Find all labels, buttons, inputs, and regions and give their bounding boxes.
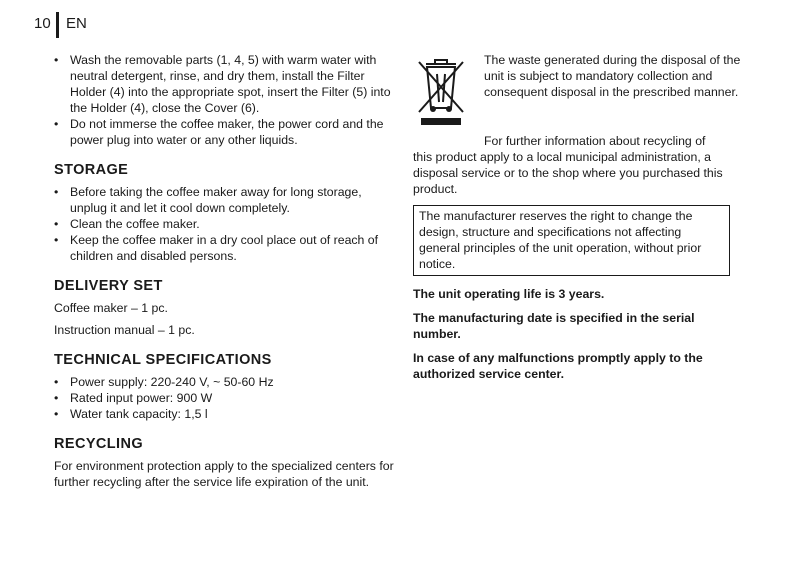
- care-list: [54, 52, 394, 148]
- waste-disposal-text: The waste generated during the disposal of the unit is subject to mandatory collection and consequent disposal in the prescribed manner.: [484, 53, 741, 99]
- disposal-block: [413, 52, 743, 133]
- section-heading: RECYCLING: [54, 436, 143, 452]
- section-heading: TECHNICAL SPECIFICATIONS: [54, 352, 272, 368]
- left-column: [54, 52, 394, 490]
- delivery-line: Coffee maker – 1 pc.: [54, 301, 168, 315]
- recycling-info-rest: this product apply to a local municipal administration, a disposal service or to the shop where you purchased this product.: [413, 150, 723, 196]
- section-heading: STORAGE: [54, 162, 129, 178]
- list-item: • Water tank capacity: 1,5 l: [54, 406, 394, 422]
- manufacturer-notice-text: The manufacturer reserves the right to change the design, structure and specifications not affecting general principles of the unit operation, without prior notice.: [419, 209, 702, 271]
- list-item: • Do not immerse the coffee maker, the power cord and the power plug into water or any other liquids.: [54, 116, 394, 148]
- section-heading: DELIVERY SET: [54, 278, 163, 294]
- storage-list: [54, 184, 394, 264]
- language-code: EN: [66, 15, 87, 32]
- specs-list: [54, 374, 394, 422]
- header-divider: [56, 12, 59, 38]
- specs-section: [54, 352, 394, 422]
- list-item: • Power supply: 220-240 V, ~ 50-60 Hz: [54, 374, 394, 390]
- recycling-info-first-line: For further information about recycling of: [484, 134, 706, 148]
- list-item: • Clean the coffee maker.: [54, 216, 394, 232]
- delivery-line: Instruction manual – 1 pc.: [54, 323, 195, 337]
- manufacturing-date-text: The manufacturing date is specified in the serial number.: [413, 311, 695, 341]
- service-center-text: In case of any malfunctions promptly apply to the authorized service center.: [413, 351, 703, 381]
- recycling-section: [54, 436, 394, 490]
- list-item: • Keep the coffee maker in a dry cool place out of reach of children and disabled persons.: [54, 232, 394, 264]
- right-column: [413, 52, 743, 382]
- crossed-out-wheelie-bin-icon: [413, 54, 469, 128]
- recycling-info-text: [413, 133, 743, 197]
- list-item: • Rated input power: 900 W: [54, 390, 394, 406]
- storage-section: [54, 162, 394, 264]
- list-item: • Wash the removable parts (1, 4, 5) with warm water with neutral detergent, rinse, and dry them, install the Filter Holder (4) into the appropriate spot, insert the Filter (5) into the Holder (4), close the Cover (6).: [54, 52, 394, 116]
- operating-life-text: The unit operating life is 3 years.: [413, 287, 605, 301]
- delivery-section: [54, 278, 394, 338]
- manufacturer-notice-box: [413, 205, 730, 276]
- recycling-text: For environment protection apply to the specialized centers for further recycling after the service life expiration of the unit.: [54, 459, 394, 489]
- list-item: • Before taking the coffee maker away for long storage, unplug it and let it cool down completely.: [54, 184, 394, 216]
- page-number: 10: [34, 15, 51, 32]
